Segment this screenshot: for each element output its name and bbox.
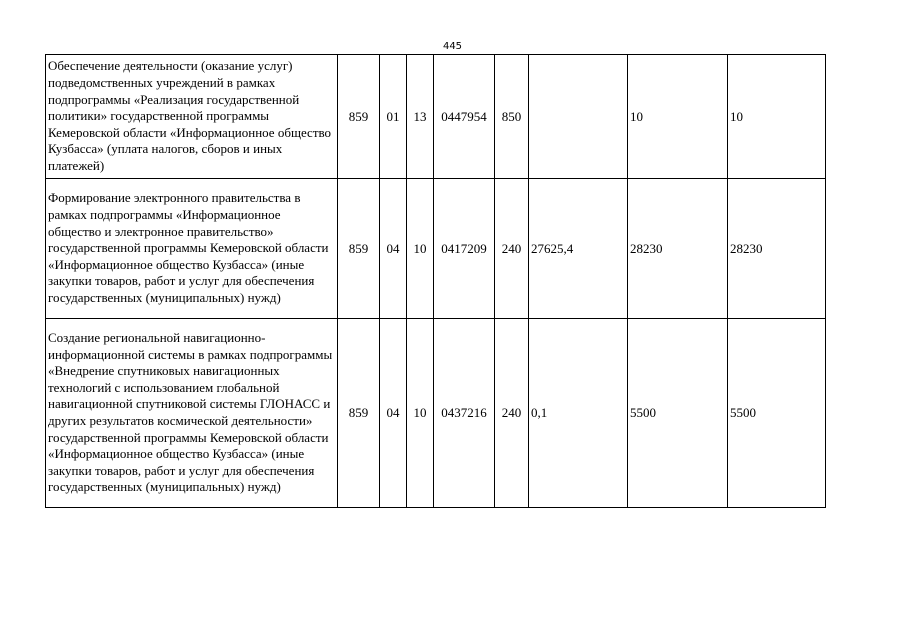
sum3-cell: 10 xyxy=(728,55,826,179)
row-description: Формирование электронного правительства в рамках подпрограммы «Информационное общество и электронное правительство» государственной программы Кемеровской области «Информационное общество Кузбасса» (иные закупки товаров, работ и услуг для обеспечения государственных (муниципальных) нужд) xyxy=(46,179,338,319)
vr-cell: 240 xyxy=(495,319,529,508)
vr-cell: 850 xyxy=(495,55,529,179)
ved-cell: 859 xyxy=(338,179,380,319)
csr-cell: 0447954 xyxy=(434,55,495,179)
rz-cell: 04 xyxy=(380,179,407,319)
row-description: Создание региональной навигационно-информационной системы в рамках подпрограммы «Внедрение спутниковых навигационных технологий с использованием глобальной навигационной спутниковой системы ГЛОНАСС и других результатов космической деятельности» государственной программы Кемеровской области «Информационное общество Кузбасса» (иные закупки товаров, работ и услуг для обеспечения государственных (муниципальных) нужд) xyxy=(46,319,338,508)
ved-cell: 859 xyxy=(338,55,380,179)
table-row xyxy=(46,319,826,508)
budget-table xyxy=(45,54,826,508)
pr-cell: 13 xyxy=(407,55,434,179)
pr-cell: 10 xyxy=(407,179,434,319)
table-row xyxy=(46,55,826,179)
page-number: 445 xyxy=(442,41,463,52)
pr-cell: 10 xyxy=(407,319,434,508)
csr-cell: 0417209 xyxy=(434,179,495,319)
vr-cell: 240 xyxy=(495,179,529,319)
sum2-cell: 5500 xyxy=(628,319,728,508)
sum1-cell: 27625,4 xyxy=(529,179,628,319)
sum2-cell: 28230 xyxy=(628,179,728,319)
rz-cell: 04 xyxy=(380,319,407,508)
sum3-cell: 5500 xyxy=(728,319,826,508)
csr-cell: 0437216 xyxy=(434,319,495,508)
rz-cell: 01 xyxy=(380,55,407,179)
sum3-cell: 28230 xyxy=(728,179,826,319)
row-description: Обеспечение деятельности (оказание услуг) подведомственных учреждений в рамках подпрограммы «Реализация государственной политики» государственной программы Кемеровской области «Информационное общество Кузбасса» (уплата налогов, сборов и иных платежей) xyxy=(46,55,338,179)
sum2-cell: 10 xyxy=(628,55,728,179)
sum1-cell: 0,1 xyxy=(529,319,628,508)
table-row xyxy=(46,179,826,319)
sum1-cell xyxy=(529,55,628,179)
ved-cell: 859 xyxy=(338,319,380,508)
